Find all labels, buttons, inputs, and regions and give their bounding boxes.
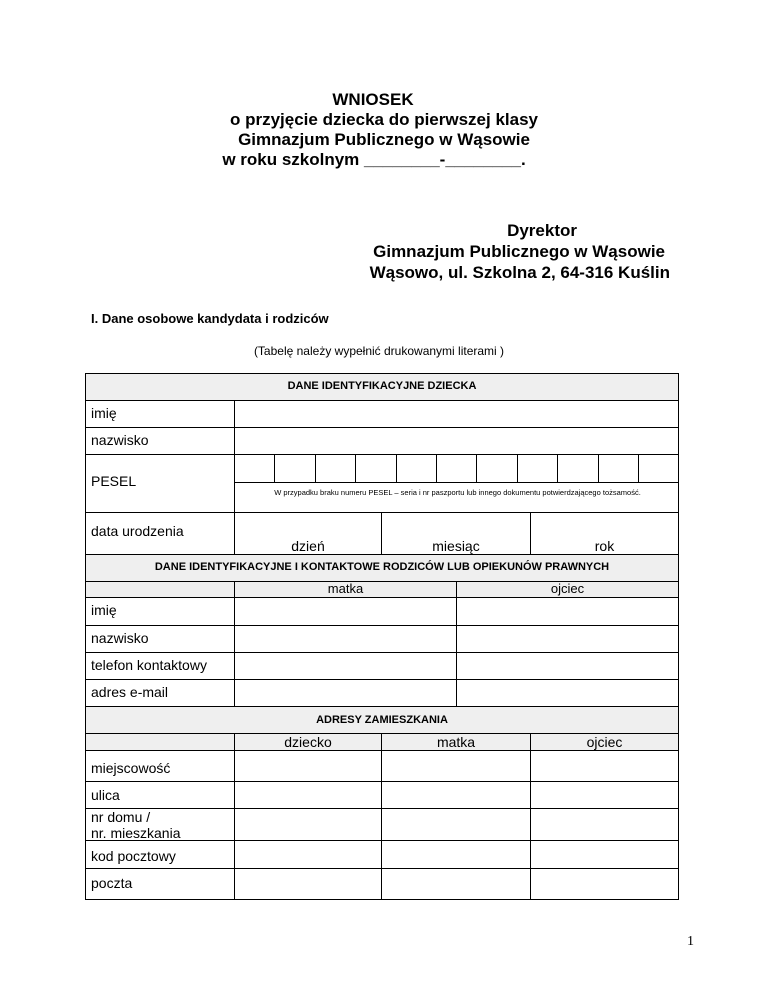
addressee-title: Dyrektor — [507, 221, 577, 240]
child-name-input[interactable] — [235, 401, 678, 427]
dob-year-input[interactable] — [531, 513, 678, 537]
address-father-column: ojciec — [586, 734, 623, 750]
mother-surname-input[interactable] — [235, 626, 456, 652]
form-title: WNIOSEK — [332, 90, 414, 109]
dob-month-label: miesiąc — [432, 538, 480, 554]
addressee-school: Gimnazjum Publicznego w Wąsowie — [373, 242, 665, 261]
father-column-header: ojciec — [550, 581, 585, 596]
form-subtitle: o przyjęcie dziecka do pierwszej klasy — [229, 110, 539, 129]
child-section-header: DANE IDENTYFIKACYJNE DZIECKA — [287, 380, 477, 392]
mother-name-input[interactable] — [235, 598, 456, 625]
address-child-column: dziecko — [284, 734, 332, 750]
addressee-address: Wąsowo, ul. Szkolna 2, 64-316 Kuślin — [369, 263, 670, 282]
address-house-label: nr domu / nr. mieszkania — [91, 809, 181, 841]
address-mother-column: matka — [436, 734, 476, 750]
address-input-grid[interactable] — [235, 751, 678, 899]
parent-name-label: imię — [91, 602, 117, 618]
dob-year-label: rok — [594, 538, 615, 554]
parent-email-label: adres e-mail — [91, 684, 169, 700]
application-form-table — [85, 373, 679, 900]
dob-day-label: dzień — [291, 538, 325, 554]
father-surname-input[interactable] — [457, 626, 678, 652]
father-phone-input[interactable] — [457, 653, 678, 679]
school-year-line: w roku szkolnym ________-________. — [222, 150, 526, 169]
dob-day-input[interactable] — [235, 513, 381, 537]
section-heading: I. Dane osobowe kandydata i rodziców — [91, 311, 329, 326]
pesel-label: PESEL — [91, 473, 137, 489]
pesel-input[interactable] — [235, 455, 678, 482]
parent-surname-label: nazwisko — [91, 630, 149, 646]
pesel-note: W przypadku braku numeru PESEL – seria i nr paszportu lub innego dokumentu potwierdzającego tożsamość. — [274, 488, 641, 497]
father-email-input[interactable] — [457, 680, 678, 706]
dob-label: data urodzenia — [91, 523, 184, 539]
page-number: 1 — [687, 934, 694, 949]
address-street-label: ulica — [91, 787, 120, 803]
child-surname-input[interactable] — [235, 428, 678, 454]
school-name: Gimnazjum Publicznego w Wąsowie — [238, 130, 530, 149]
mother-column-header: matka — [327, 581, 364, 596]
mother-email-input[interactable] — [235, 680, 456, 706]
form-title-block — [0, 90, 768, 170]
address-post-office-label: poczta — [91, 875, 133, 891]
parents-section-header: DANE IDENTYFIKACYJNE I KONTAKTOWE RODZICÓW LUB OPIEKUNÓW PRAWNYCH — [154, 561, 610, 573]
address-city-label: miejscowość — [91, 760, 171, 776]
address-section-header: ADRESY ZAMIESZKANIA — [316, 714, 448, 726]
address-postcode-label: kod pocztowy — [91, 848, 176, 864]
fill-instruction: (Tabelę należy wypełnić drukowanymi literami ) — [253, 344, 505, 358]
addressee-block — [370, 220, 670, 283]
parent-phone-label: telefon kontaktowy — [91, 657, 207, 673]
dob-month-input[interactable] — [382, 513, 530, 537]
father-name-input[interactable] — [457, 598, 678, 625]
mother-phone-input[interactable] — [235, 653, 456, 679]
child-surname-label: nazwisko — [91, 432, 149, 448]
child-name-label: imię — [91, 405, 117, 421]
